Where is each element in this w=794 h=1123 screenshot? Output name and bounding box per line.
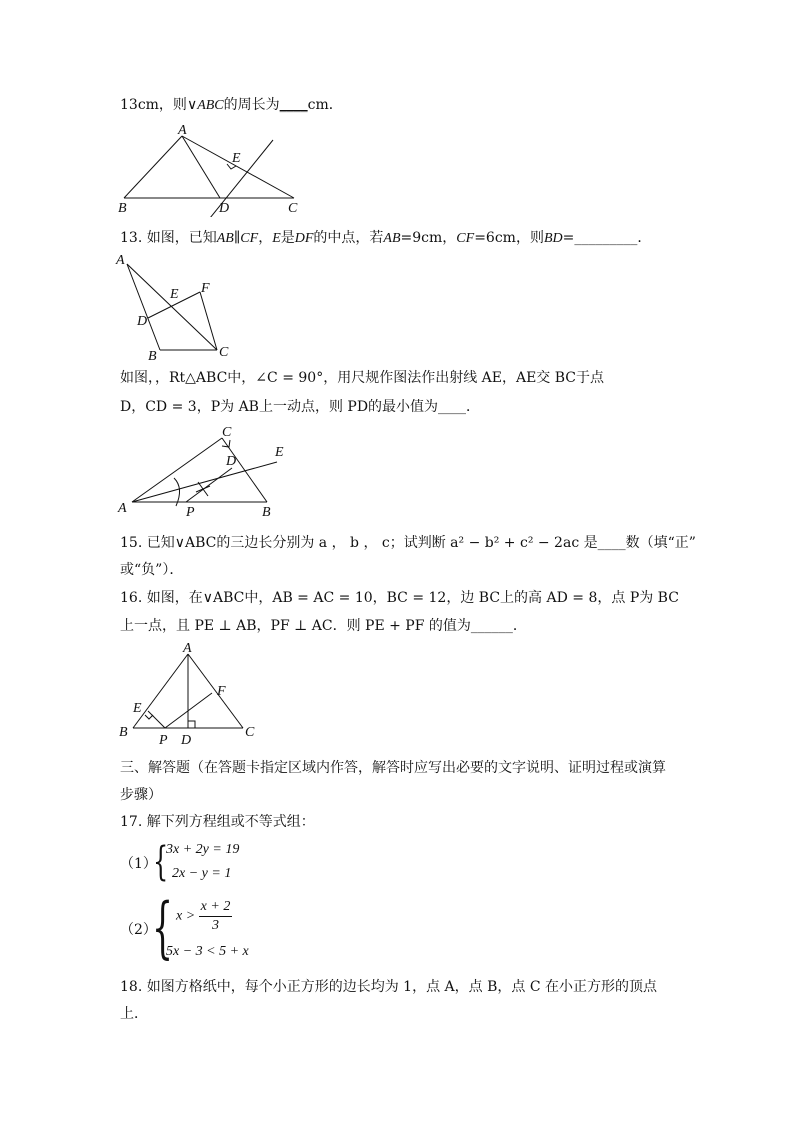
q16-line1: 16. 如图，在∨ABC中，AB = AC = 10，BC = 12，边 BC上的高 AD = 8，点 P为 BC	[120, 590, 679, 606]
q17-title: 17. 解下列方程组或不等式组：	[120, 814, 315, 830]
q15-line2: 或“负”）．	[120, 562, 184, 578]
q16-label-d: D	[181, 733, 192, 748]
q13-label-b: B	[148, 349, 157, 364]
section3-line2: 步骤）	[120, 787, 162, 803]
q13-label-e: E	[170, 287, 179, 302]
q13-label-d: D	[137, 314, 148, 329]
q14-figure	[112, 420, 302, 520]
q17-part1-eq2: 2x − y = 1	[172, 866, 232, 881]
q16-label-f: F	[217, 684, 226, 699]
q12-figure	[110, 122, 310, 217]
q17-part1-brace: {	[153, 839, 169, 885]
q14-line2: D，CD = 3，P为 AB上一动点，则 PD的最小值为____．	[120, 399, 481, 415]
q18-line1: 18. 如图方格纸中，每个小正方形的边长均为 1，点 A，点 B，点 C 在小正方形的顶点	[120, 979, 657, 995]
q14-label-a: A	[118, 501, 127, 516]
q15-line1: 15. 已知∨ABC的三边长分别为 a ， b ， c；试判断 a² − b² + c² − 2ac 是____数（填“正”	[120, 535, 696, 551]
q17-part2-fraction: $\frac{x + 2}{3}$	[200, 899, 231, 933]
q16-label-e: E	[133, 701, 142, 716]
q13-figure	[110, 252, 240, 364]
q13-label-c: C	[219, 345, 229, 360]
q16-figure	[115, 640, 265, 748]
q14-label-c: C	[222, 425, 232, 440]
q18-line2: 上．	[120, 1006, 148, 1022]
q12-label-d: D	[219, 201, 230, 216]
q14-line1: 如图，，Rt△ABC中，∠C = 90°，用尺规作图法作出射线 AE，AE交 BC于点	[120, 370, 605, 386]
q16-label-c: C	[245, 725, 255, 740]
q17-part1-eq1: 3x + 2y = 19	[166, 842, 240, 857]
q12-line: 13cm，则∨ABC的周长为____cm．	[120, 97, 343, 113]
q17-part1-label: （1）	[120, 856, 157, 872]
q13-line: 13. 如图，已知AB∥CF，E是DF的中点，若AB=9cm，CF=6cm，则BD=_________．	[120, 230, 652, 246]
q16-label-p: P	[159, 733, 168, 748]
q17-part2-label: （2）	[120, 922, 157, 938]
section3-line1: 三、解答题（在答题卡指定区域内作答，解答时应写出必要的文字说明、证明过程或演算	[120, 760, 666, 776]
q17-part2-eq2: 5x − 3 < 5 + x	[166, 944, 249, 959]
q16-label-a: A	[183, 641, 192, 656]
q16-line2: 上一点，且 PE ⊥ AB，PF ⊥ AC．则 PE + PF 的值为______．	[120, 618, 527, 634]
q12-label-e: E	[232, 151, 241, 166]
q16-label-b: B	[119, 725, 128, 740]
q14-label-p: P	[186, 505, 195, 520]
q14-label-e: E	[275, 445, 284, 460]
q14-label-d: D	[226, 454, 237, 469]
q17-part2-brace: {	[152, 889, 173, 966]
q13-label-a: A	[116, 253, 125, 268]
q13-label-f: F	[201, 281, 210, 296]
q12-label-a: A	[178, 123, 187, 138]
q12-label-b: B	[118, 201, 127, 216]
q14-label-b: B	[262, 505, 271, 520]
q17-part2-eq1: x > $\frac{x + 2}{3}$	[176, 899, 231, 933]
q12-label-c: C	[288, 201, 298, 216]
